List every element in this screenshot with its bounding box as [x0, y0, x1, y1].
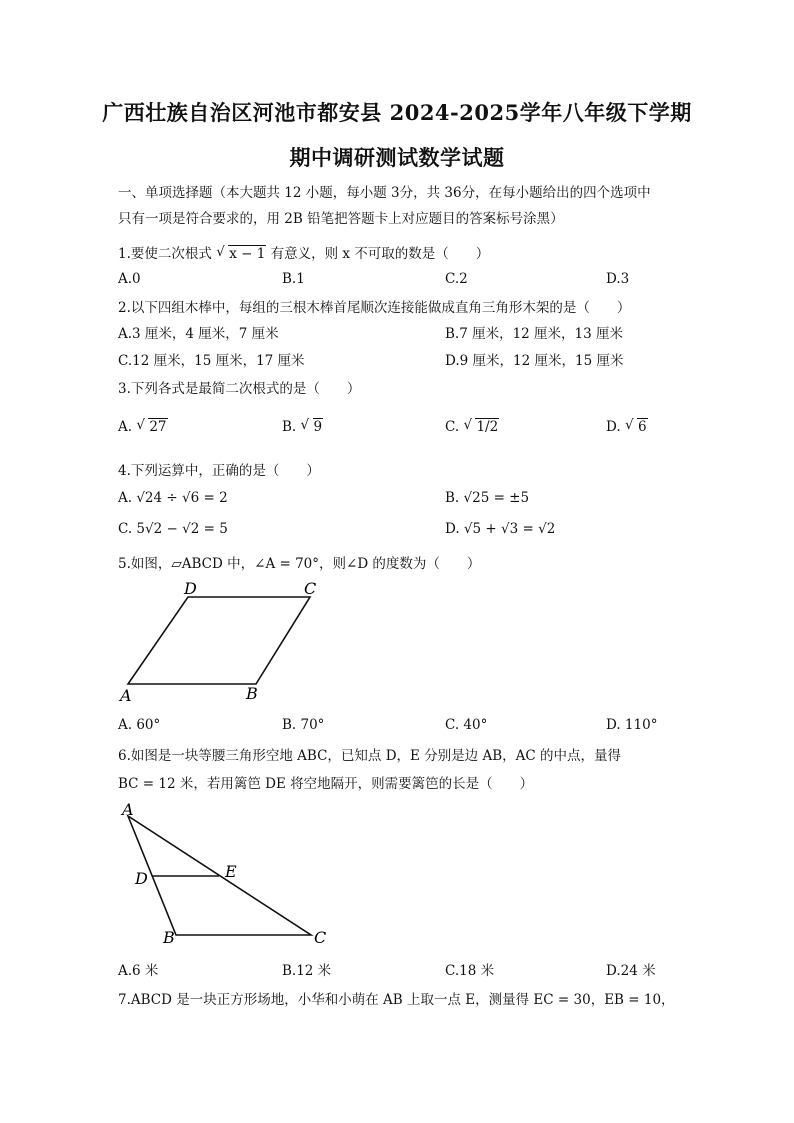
section-intro-line-2: 只有一项是符合要求的，用 2B 铅笔把答题卡上对应题目的答案标号涂黑）	[118, 211, 564, 227]
radicand: 27	[149, 419, 167, 435]
question-4-stem: 4.下列运算中，正确的是（ ）	[118, 463, 320, 479]
point-label-e: E	[225, 862, 237, 881]
sqrt-expression	[626, 419, 648, 435]
question-1-option-a: A.0	[118, 271, 141, 287]
question-2-option-a: A.3 厘米，4 厘米，7 厘米	[118, 326, 279, 342]
question-3-stem: 3.下列各式是最简二次根式的是（ ）	[118, 381, 361, 397]
question-7-stem: 7.ABCD 是一块正方形场地，小华和小萌在 AB 上取一点 E，测量得 EC = 30，EB = 10，	[118, 992, 675, 1008]
question-1-suffix: 有意义，则 x 不可取的数是（ ）	[270, 246, 490, 262]
parallelogram-figure	[118, 575, 328, 710]
question-6-option-d: D.24 米	[606, 963, 656, 979]
question-6-option-a: A.6 米	[118, 963, 159, 979]
option-label: B.	[282, 419, 297, 435]
point-label-d: D	[135, 869, 148, 888]
question-3-option-d	[606, 419, 648, 435]
radicand: 6	[637, 419, 647, 435]
question-5-option-a: A. 60°	[118, 717, 161, 733]
question-4-option-a: A. √24 ÷ √6 = 2	[118, 490, 228, 506]
vertex-label-b: B	[163, 928, 175, 947]
sqrt-expression	[217, 246, 266, 262]
radicand: 1/2	[476, 419, 499, 435]
question-2-stem: 2.以下四组木棒中，每组的三根木棒首尾顺次连接能做成直角三角形木架的是（ ）	[118, 300, 631, 316]
option-label: C.	[445, 419, 460, 435]
vertex-label-d: D	[184, 579, 197, 598]
sqrt-expression	[302, 419, 324, 435]
question-6-option-b: B.12 米	[282, 963, 332, 979]
question-4-option-b: B. √25 = ±5	[445, 490, 530, 506]
question-3-option-b	[282, 419, 323, 435]
sqrt-expression	[137, 419, 167, 435]
sqrt-expression	[464, 419, 499, 435]
question-1-radicand: x − 1	[229, 246, 266, 262]
triangle-figure	[118, 800, 338, 950]
question-5-option-b: B. 70°	[282, 717, 325, 733]
page-title-line-1: 广西壮族自治区河池市都安县 2024-2025学年八年级下学期	[102, 100, 692, 125]
question-3-option-a	[118, 419, 168, 435]
question-1-stem	[118, 242, 489, 262]
vertex-label-c: C	[304, 579, 317, 598]
question-2-option-d: D.9 厘米，12 厘米，15 厘米	[445, 353, 624, 369]
question-1-option-d: D.3	[606, 271, 630, 287]
question-6-option-c: C.18 米	[445, 963, 495, 979]
question-2-option-b: B.7 厘米，12 厘米，13 厘米	[445, 326, 624, 342]
question-1-option-c: C.2	[445, 271, 468, 287]
question-1-prefix: 1.要使二次根式	[118, 246, 212, 262]
radicand: 9	[313, 419, 323, 435]
option-label: D.	[606, 419, 621, 435]
parallelogram-abcd	[128, 597, 310, 684]
question-5-option-c: C. 40°	[445, 717, 488, 733]
vertex-label-b: B	[246, 684, 258, 703]
vertex-label-c: C	[314, 928, 327, 947]
question-2-option-c: C.12 厘米，15 厘米，17 厘米	[118, 353, 305, 369]
option-label: A.	[118, 419, 133, 435]
section-intro-line-1: 一、单项选择题（本大题共 12 小题，每小题 3分，共 36分，在每小题给出的四个选项中	[118, 185, 651, 201]
vertex-label-a: A	[122, 800, 134, 819]
question-5-stem: 5.如图，▱ABCD 中，∠A = 70°，则∠D 的度数为（ ）	[118, 556, 481, 572]
question-4-option-d: D. √5 + √3 = √2	[445, 521, 556, 537]
question-5-option-d: D. 110°	[606, 717, 658, 733]
question-6-stem-line-1: 6.如图是一块等腰三角形空地 ABC，已知点 D，E 分别是边 AB，AC 的中点，量得	[118, 748, 622, 764]
question-6-stem-line-2: BC = 12 米，若用篱笆 DE 将空地隔开，则需要篱笆的长是（ ）	[118, 776, 534, 792]
question-3-option-c	[445, 419, 499, 435]
vertex-label-a: A	[120, 686, 132, 705]
question-1-option-b: B.1	[282, 271, 305, 287]
page-title-line-2: 期中调研测试数学试题	[289, 145, 505, 170]
question-4-option-c: C. 5√2 − √2 = 5	[118, 521, 228, 537]
